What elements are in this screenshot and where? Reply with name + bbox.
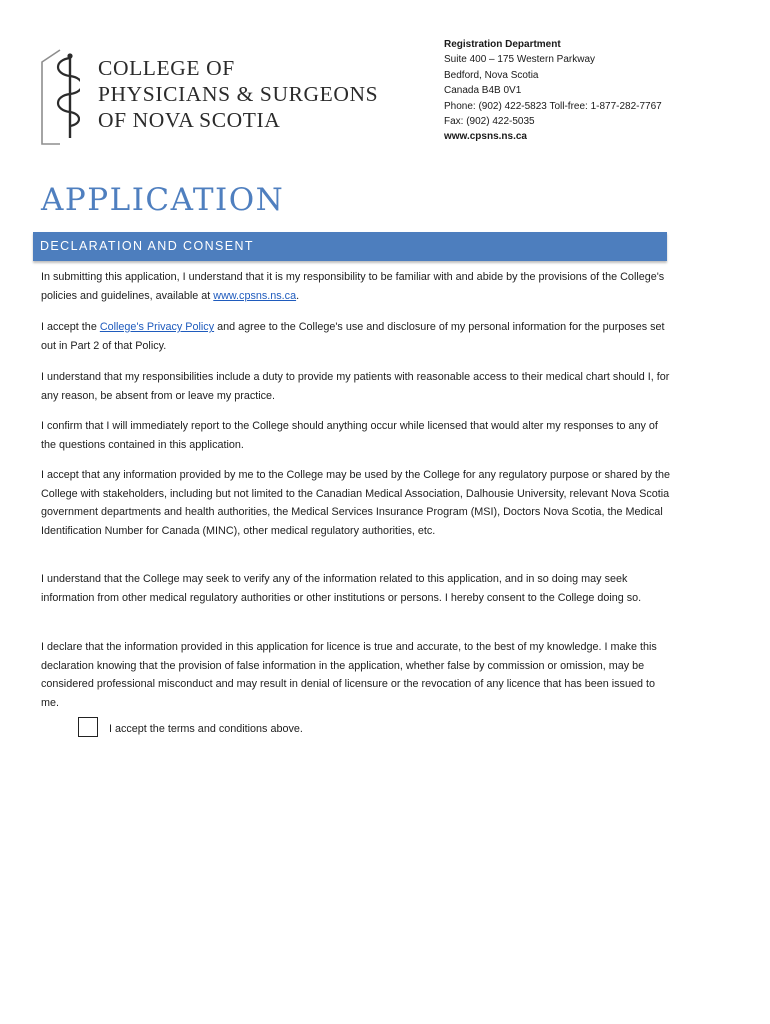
page-title: APPLICATION xyxy=(41,182,285,218)
paragraph-policies xyxy=(41,268,671,305)
college-logo xyxy=(40,48,420,146)
contact-fax: Fax: (902) 422-5035 xyxy=(444,116,535,128)
paragraph-privacy-end: and agree to the College's use and disclosure of my personal information for the purposes set out in Part 2 of that Policy. xyxy=(41,321,665,352)
logo-line-1: COLLEGE OF xyxy=(98,56,235,80)
logo-line-2: PHYSICIANS & SURGEONS xyxy=(98,82,379,106)
section-heading: DECLARATION AND CONSENT xyxy=(33,232,667,261)
privacy-policy-link[interactable]: College's Privacy Policy xyxy=(99,321,215,333)
contact-department: Registration Department xyxy=(444,39,561,50)
logo-wordmark xyxy=(98,55,378,133)
paragraph-report: I confirm that I will immediately report to the College should anything occur while licensed that would alter my responses to any of the questions contained in this application. xyxy=(41,420,658,451)
website-link[interactable]: www.cpsns.ns.ca xyxy=(213,289,297,302)
paragraph-policies-text: In submitting this application, I understand that it is my responsibility to be familiar with and abide by the provisions of the College's policies and guidelines, available at xyxy=(41,271,665,302)
paragraph-privacy xyxy=(41,318,671,355)
paragraph-policies-end: . xyxy=(296,289,300,302)
paragraph-information-use: I accept that any information provided by me to the College may be used by the College for any regulatory purpose or shared by the College with stakeholders, including but not limited to the Canadian Medical Association, Dalhousie University, relevant Nova Scotia government departments and health authorities, the Medical Services Insurance Program (MSI), Doctors Nova Scotia, the Medical Identification Number for Canada (MINC), other medical regulatory authorities, etc. xyxy=(41,469,670,537)
paragraph-verification: I understand that the College may seek to verify any of the information related to this application, and in so doing may seek information from other medical regulatory authorities or other institutions or persons. I hereby consent to the College doing so. xyxy=(41,573,642,604)
paragraph-declaration: I declare that the information provided in this application for licence is true and accurate, to the best of my knowledge. I make this declaration knowing that the provision of false information in the application, whether false by commission or omission, may be considered professional misconduct and may result in denial of licensure or the revocation of any licence that has been issued to me. xyxy=(41,641,657,709)
caduceus-icon xyxy=(40,48,80,146)
contact-address-3: Canada B4B 0V1 xyxy=(444,85,522,97)
accept-terms-label: I accept the terms and conditions above. xyxy=(109,723,303,735)
contact-phone: Phone: (902) 422-5823 Toll-free: 1-877-282-7767 xyxy=(444,100,662,112)
paragraph-privacy-text: I accept the xyxy=(41,321,100,333)
contact-website: www.cpsns.ns.ca xyxy=(444,131,527,143)
contact-address-2: Bedford, Nova Scotia xyxy=(444,69,539,81)
paragraph-responsibilities: I understand that my responsibilities include a duty to provide my patients with reasonable access to their medical chart should I, for any reason, be absent from or leave my practice. xyxy=(41,371,670,402)
logo-line-3: OF NOVA SCOTIA xyxy=(98,108,281,132)
accept-terms-checkbox[interactable] xyxy=(78,717,98,737)
contact-address-1: Suite 400 – 175 Western Parkway xyxy=(444,54,596,66)
contact-block xyxy=(444,37,662,145)
